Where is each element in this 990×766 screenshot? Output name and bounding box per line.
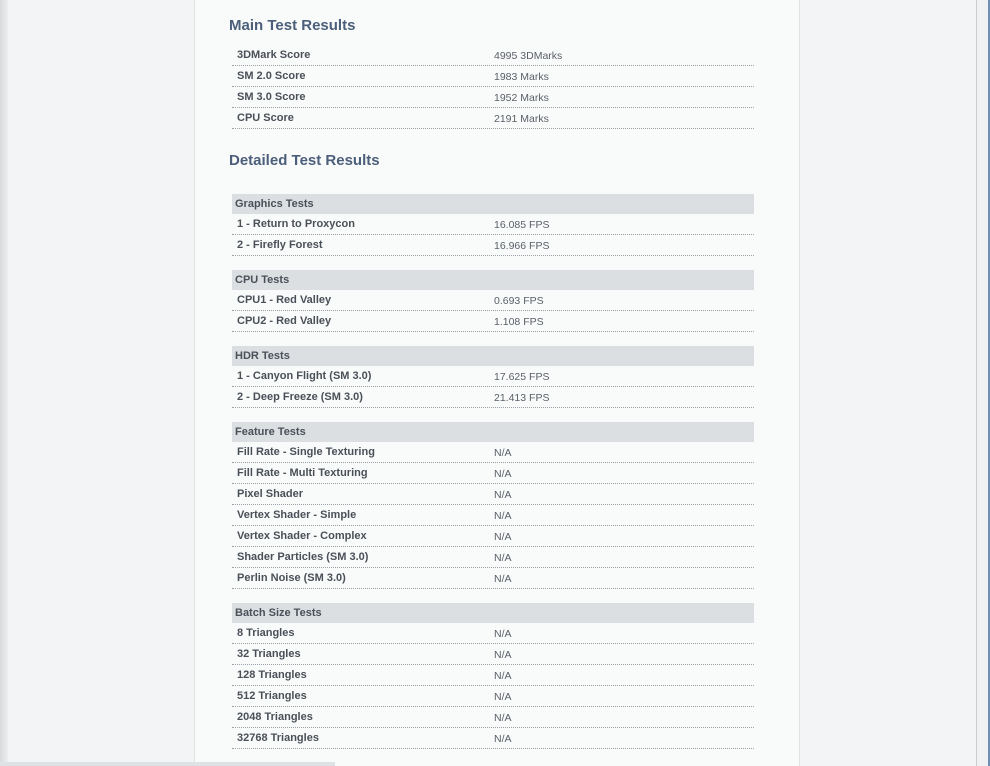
table-row <box>232 108 754 129</box>
row-value: N/A <box>494 489 512 501</box>
table-row <box>232 484 754 505</box>
row-label: 8 Triangles <box>237 627 295 639</box>
group-header: CPU Tests <box>232 270 754 290</box>
table-row <box>232 707 754 728</box>
main-results-title: Main Test Results <box>229 17 356 34</box>
table-row <box>232 547 754 568</box>
batch-size-tests-table <box>232 603 754 749</box>
table-row <box>232 45 754 66</box>
row-value: N/A <box>494 691 512 703</box>
row-label: SM 3.0 Score <box>237 91 306 103</box>
row-label: 32 Triangles <box>237 648 301 660</box>
table-row <box>232 463 754 484</box>
row-value: 16.966 FPS <box>494 240 550 252</box>
cpu-tests-table <box>232 270 754 332</box>
row-label: Pixel Shader <box>237 488 304 500</box>
table-row <box>232 644 754 665</box>
table-row <box>232 505 754 526</box>
table-row <box>232 728 754 749</box>
left-window-edge <box>0 0 8 766</box>
row-label: CPU1 - Red Valley <box>237 294 332 306</box>
row-value: N/A <box>494 510 512 522</box>
row-label: 32768 Triangles <box>237 732 319 744</box>
hdr-tests-table <box>232 346 754 408</box>
row-label: 3DMark Score <box>237 49 311 61</box>
table-row <box>232 665 754 686</box>
table-row <box>232 290 754 311</box>
row-value: 1.108 FPS <box>494 316 544 328</box>
horizontal-scrollbar[interactable] <box>0 762 335 766</box>
row-value: N/A <box>494 531 512 543</box>
group-header: HDR Tests <box>232 346 754 366</box>
row-value: N/A <box>494 712 512 724</box>
row-label: Vertex Shader - Simple <box>237 509 357 521</box>
row-value: N/A <box>494 468 512 480</box>
row-value: N/A <box>494 670 512 682</box>
table-row <box>232 214 754 235</box>
row-value: N/A <box>494 447 512 459</box>
group-header: Batch Size Tests <box>232 603 754 623</box>
row-label: 128 Triangles <box>237 669 307 681</box>
table-row <box>232 66 754 87</box>
table-row <box>232 442 754 463</box>
row-value: 2191 Marks <box>494 113 549 125</box>
row-value: N/A <box>494 628 512 640</box>
group-header: Feature Tests <box>232 422 754 442</box>
row-label: 1 - Return to Proxycon <box>237 218 355 230</box>
row-value: N/A <box>494 649 512 661</box>
group-header: Graphics Tests <box>232 194 754 214</box>
feature-tests-table <box>232 422 754 589</box>
row-label: SM 2.0 Score <box>237 70 306 82</box>
table-row <box>232 235 754 256</box>
table-row <box>232 366 754 387</box>
table-row <box>232 686 754 707</box>
row-label: Fill Rate - Multi Texturing <box>237 467 368 479</box>
row-value: 16.085 FPS <box>494 219 550 231</box>
row-value: 17.625 FPS <box>494 371 550 383</box>
row-label: 2048 Triangles <box>237 711 313 723</box>
row-value: N/A <box>494 573 512 585</box>
row-value: N/A <box>494 733 512 745</box>
row-label: 2 - Deep Freeze (SM 3.0) <box>237 391 363 403</box>
row-label: CPU Score <box>237 112 294 124</box>
row-value: 21.413 FPS <box>494 392 550 404</box>
table-row <box>232 387 754 408</box>
main-results-table <box>232 45 754 129</box>
row-label: 1 - Canyon Flight (SM 3.0) <box>237 370 372 382</box>
table-row <box>232 526 754 547</box>
row-value: 1952 Marks <box>494 92 549 104</box>
row-label: Vertex Shader - Complex <box>237 530 367 542</box>
row-value: 4995 3DMarks <box>494 50 563 62</box>
row-value: N/A <box>494 552 512 564</box>
graphics-tests-table <box>232 194 754 256</box>
row-label: Shader Particles (SM 3.0) <box>237 551 369 563</box>
row-label: CPU2 - Red Valley <box>237 315 332 327</box>
row-label: 512 Triangles <box>237 690 307 702</box>
table-row <box>232 87 754 108</box>
row-value: 1983 Marks <box>494 71 549 83</box>
vertical-scrollbar[interactable] <box>976 0 990 766</box>
table-row <box>232 311 754 332</box>
table-row <box>232 568 754 589</box>
detailed-results-title: Detailed Test Results <box>229 152 380 169</box>
table-row <box>232 623 754 644</box>
row-value: 0.693 FPS <box>494 295 544 307</box>
row-label: 2 - Firefly Forest <box>237 239 323 251</box>
row-label: Perlin Noise (SM 3.0) <box>237 572 346 584</box>
row-label: Fill Rate - Single Texturing <box>237 446 375 458</box>
